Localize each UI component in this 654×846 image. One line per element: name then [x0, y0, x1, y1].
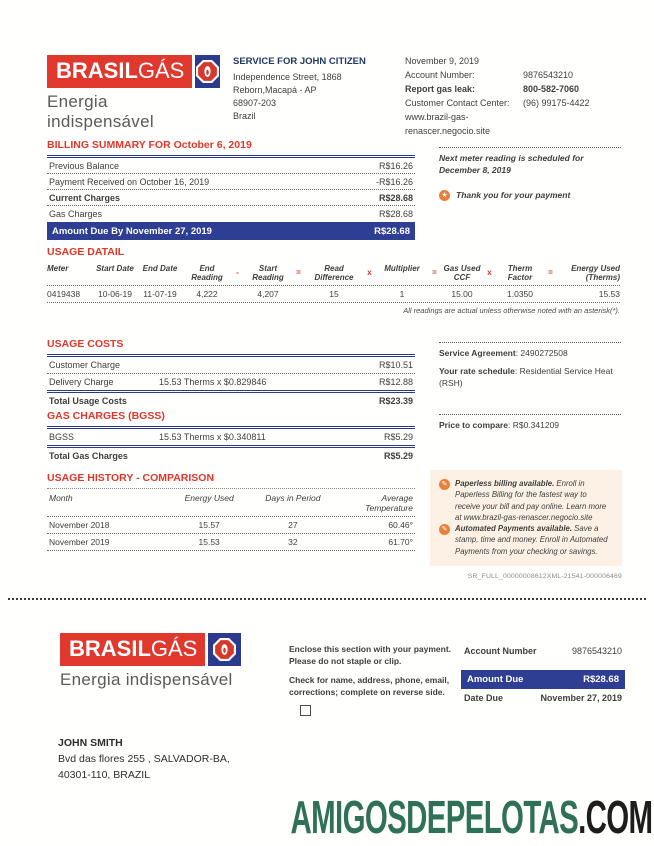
- cost-row-delivery-charge: [47, 374, 415, 390]
- usage-costs-section: [47, 338, 415, 409]
- stub-brand-logo: [60, 633, 241, 690]
- operator-times: x: [487, 268, 492, 277]
- paperless-promo-box: [430, 470, 622, 566]
- brand-logo: [47, 55, 219, 139]
- spacer: [483, 289, 496, 293]
- price-to-compare-line: [439, 420, 621, 430]
- next-meter-reading-note: Next meter reading is scheduled for December 8, 2019: [439, 147, 621, 177]
- brand-tagline: Energia indispensável: [47, 92, 154, 131]
- days-value: 27: [288, 520, 298, 530]
- service-agreement-line: [439, 348, 621, 360]
- days-value: 32: [288, 537, 298, 547]
- col-header-end-reading: End Reading: [191, 264, 223, 282]
- temp-value: 60.46°: [388, 520, 413, 530]
- col-header-avg-temp: Average Temperature: [365, 493, 413, 513]
- col-header-energy-used: Energy Used: [184, 493, 234, 503]
- operator-equals: =: [548, 268, 553, 277]
- service-address-block: [233, 55, 393, 139]
- cost-detail: [159, 360, 379, 370]
- brand-wordmark: [47, 55, 192, 88]
- charge-detail: 15.53 Therms x $0.340811: [159, 432, 266, 442]
- gas-leak-phone: 800-582-7060: [523, 83, 580, 94]
- stub-date-due-value: November 27, 2019: [540, 693, 622, 703]
- tear-off-separator: [8, 598, 646, 600]
- brand-emblem: [208, 633, 241, 666]
- col-header-therm-factor: Therm Factor: [507, 264, 533, 282]
- brand-name-bold: BRASIL: [69, 636, 151, 661]
- col-header-start-reading: Start Reading: [252, 264, 284, 282]
- stub-amount-due-bar: [461, 670, 625, 689]
- recipient-address-block: [58, 736, 230, 783]
- brand-name-light: GÁS: [150, 636, 198, 661]
- total-gas-charges-row: [47, 448, 415, 464]
- contact-center-phone: (96) 99175-4422: [523, 97, 590, 108]
- operator-equals: =: [432, 268, 437, 277]
- operator-minus: -: [236, 268, 239, 277]
- stub-date-due-label: Date Due: [464, 693, 504, 703]
- gas-charge-row-bgss: [47, 429, 415, 445]
- stub-amount-due-label: Amount Due: [467, 674, 524, 685]
- watermark-name: AMIGOSDEPELOTAS: [290, 791, 578, 843]
- gas-charges-title: GAS CHARGES (BGSS): [47, 410, 165, 422]
- brand-tagline: Energia indispensável: [60, 670, 233, 689]
- service-for-title: SERVICE FOR JOHN CITIZEN: [233, 56, 366, 67]
- row-amount: R$28.68: [378, 208, 413, 219]
- cost-detail: 15.53 Therms x $0.829846: [159, 377, 267, 387]
- promo-text: Enroll in Paperless Billing for the fastest way to receive your bill and pay online. Learn more at www.brazil-gas-renascer.negocio.site: [455, 479, 607, 522]
- automated-payments-item: [439, 523, 613, 557]
- usage-detail-header-row: [47, 262, 620, 286]
- promo-text: Save a stamp, time and money. Enroll in Automated Payments from your checking or savings.: [455, 524, 608, 556]
- temp-value: 61.70°: [388, 537, 413, 547]
- usage-history-title: USAGE HISTORY - COMPARISON: [47, 472, 215, 484]
- history-row-2018: [47, 517, 415, 534]
- brand-emblem: [195, 55, 220, 88]
- service-address-line: Reborn,Macapá - AP: [233, 84, 317, 95]
- billing-summary-title: BILLING SUMMARY FOR October 6, 2019: [47, 139, 252, 151]
- promo-bold-text: Automated Payments available.: [455, 524, 572, 534]
- brand-name-light: GÁS: [137, 58, 185, 83]
- price-to-compare-label: Price to compare: [439, 420, 508, 430]
- gas-used-value: 15.00: [451, 289, 473, 299]
- row-label: Current Charges: [49, 192, 121, 203]
- stub-account-row: [461, 644, 625, 658]
- billing-summary-section: [47, 139, 415, 240]
- month-value: November 2019: [49, 537, 110, 547]
- account-number-value: 9876543210: [523, 69, 574, 80]
- total-label: Total Gas Charges: [49, 451, 128, 461]
- rate-schedule-value: : Residential Service Heat (RSH): [439, 365, 613, 388]
- bill-date: November 9, 2019: [405, 56, 480, 66]
- stub-account-block: [461, 644, 625, 703]
- row-amount: -R$16.26: [375, 176, 413, 187]
- account-info-block: [405, 55, 624, 139]
- col-header-month: Month: [49, 493, 73, 503]
- usage-detail-section: [47, 246, 620, 315]
- stub-instructions: [289, 644, 457, 699]
- col-header-multiplier: Multiplier: [384, 264, 420, 273]
- spacer: [544, 289, 557, 293]
- cost-amount: R$12.88: [378, 377, 413, 387]
- meter-value: 0419438: [47, 289, 81, 299]
- pencil-badge-icon: ✎: [439, 479, 450, 490]
- usage-costs-title: USAGE COSTS: [47, 338, 124, 350]
- document-reference-code: SR_FULL_00000008612XML-21541-000006469: [467, 573, 622, 581]
- cost-amount: R$10.51: [378, 360, 413, 370]
- end-date-value: 11-07-19: [143, 289, 177, 299]
- row-amount: R$16.26: [378, 160, 413, 171]
- month-value: November 2018: [49, 520, 110, 530]
- spacer: [292, 289, 305, 293]
- stub-account-value: 9876543210: [571, 646, 622, 656]
- col-header-gas-used: Gas Used CCF: [443, 264, 481, 282]
- star-badge-icon: ★: [439, 190, 450, 201]
- paperless-billing-item: [439, 478, 613, 523]
- operator-times: x: [367, 268, 372, 277]
- bill-header: [47, 55, 624, 139]
- start-reading-value: 4,207: [257, 289, 279, 299]
- service-address-line: Independence Street, 1868: [233, 71, 342, 82]
- promo-block: [430, 470, 622, 580]
- row-amount: R$28.68: [378, 192, 413, 203]
- energy-value: 15.57: [198, 520, 220, 530]
- contact-center-label: Customer Contact Center:: [405, 97, 510, 108]
- recipient-address-line: 40301-110, BRAZIL: [58, 768, 151, 781]
- cost-row-customer-charge: [47, 357, 415, 374]
- usage-detail-title: USAGE DATAIL: [47, 246, 125, 258]
- account-number-label: Account Number:: [405, 69, 475, 80]
- price-to-compare-block: [439, 414, 621, 430]
- notices-section: [439, 147, 621, 201]
- total-amount: R$5.29: [383, 451, 413, 461]
- cost-label: Customer Charge: [49, 360, 121, 370]
- payment-thanks-note: [439, 190, 621, 201]
- col-header-meter: Meter: [47, 264, 69, 273]
- address-correction-checkbox[interactable]: [300, 705, 311, 716]
- stub-instruction-1: [289, 644, 457, 668]
- rate-schedule-label: Your rate schedule: [439, 365, 515, 376]
- billing-row-current-charges: [47, 190, 415, 206]
- total-usage-costs-row: [47, 393, 415, 409]
- usage-history-header-row: [47, 488, 415, 517]
- cost-label: Delivery Charge: [49, 377, 114, 387]
- row-label: Payment Received on October 16, 2019: [49, 176, 210, 187]
- usage-detail-data-row: [47, 286, 620, 303]
- stub-instruction-2: Check for name, address, phone, email, corrections; complete on reverse side.: [289, 674, 450, 697]
- readings-footnote: All readings are actual unless otherwise noted with an asterisk(*).: [403, 306, 620, 315]
- therm-factor-value: 1.0350: [507, 289, 533, 299]
- service-agreement-label: Service Agreement: [439, 348, 516, 358]
- total-amount: R$23.39: [378, 396, 413, 406]
- row-label: Gas Charges: [49, 208, 103, 219]
- brand-name-bold: BRASIL: [56, 58, 138, 83]
- col-header-read-difference: Read Difference: [314, 264, 354, 282]
- col-header-days: Days in Period: [265, 493, 321, 503]
- pencil-badge-icon: ✎: [439, 524, 450, 535]
- recipient-address-line: Bvd das flores 255 , SALVADOR-BA,: [58, 752, 230, 765]
- charge-label: BGSS: [49, 432, 75, 442]
- service-agreement-block: [439, 342, 621, 390]
- recipient-name: JOHN SMITH: [58, 737, 123, 749]
- operator-equals: =: [296, 268, 301, 277]
- service-address-line: 68907-203: [233, 97, 277, 108]
- spacer: [231, 289, 244, 293]
- amount-due-label: Amount Due By November 27, 2019: [52, 225, 212, 237]
- energy-value: 15.53: [198, 537, 220, 547]
- stub-account-label: Account Number: [464, 646, 537, 656]
- history-row-2019: [47, 534, 415, 551]
- billing-row-payment-received: [47, 174, 415, 190]
- read-difference-value: 15: [329, 289, 339, 299]
- energy-used-value: 15.53: [598, 289, 620, 299]
- flame-octagon-icon: [212, 637, 237, 662]
- flame-octagon-icon: [195, 59, 220, 84]
- amount-due-bar: [47, 222, 415, 240]
- service-address-line: Brazil: [233, 110, 256, 121]
- price-to-compare-value: : R$0.341209: [507, 420, 560, 430]
- thanks-text: Thank you for your payment: [456, 190, 571, 201]
- gas-leak-label: Report gas leak:: [405, 83, 476, 94]
- company-website: www.brazil-gas-renascer.negocio.site: [405, 111, 491, 136]
- col-header-start-date: Start Date: [96, 264, 134, 273]
- charge-amount: R$5.29: [383, 432, 413, 442]
- end-reading-value: 4,222: [196, 289, 218, 299]
- instruction-line: Please do not staple or clip.: [289, 655, 402, 666]
- stub-date-due-row: [461, 689, 625, 703]
- gas-charges-section: [47, 410, 415, 464]
- start-date-value: 10-06-19: [97, 289, 133, 299]
- watermark-tld: .COM: [577, 791, 652, 843]
- multiplier-value: 1: [399, 289, 405, 299]
- site-watermark: [290, 790, 652, 844]
- brand-wordmark: [60, 633, 205, 666]
- spacer: [363, 289, 376, 293]
- rate-schedule-line: [439, 366, 621, 390]
- col-header-energy-used: Energy Used (Therms): [571, 264, 620, 282]
- amount-due-value: R$28.68: [374, 225, 410, 237]
- spacer: [428, 289, 441, 293]
- instruction-line: Enclose this section with your payment.: [289, 644, 452, 654]
- usage-history-section: [47, 472, 415, 551]
- promo-bold-text: Paperless billing available.: [455, 479, 555, 488]
- col-header-end-date: End Date: [142, 264, 178, 273]
- stub-amount-due-value: R$28.68: [583, 674, 619, 685]
- total-label: Total Usage Costs: [49, 396, 127, 406]
- service-agreement-value: : 2490272508: [515, 348, 568, 358]
- billing-row-gas-charges: [47, 206, 415, 221]
- row-label: Previous Balance: [49, 160, 120, 171]
- billing-row-previous-balance: [47, 158, 415, 174]
